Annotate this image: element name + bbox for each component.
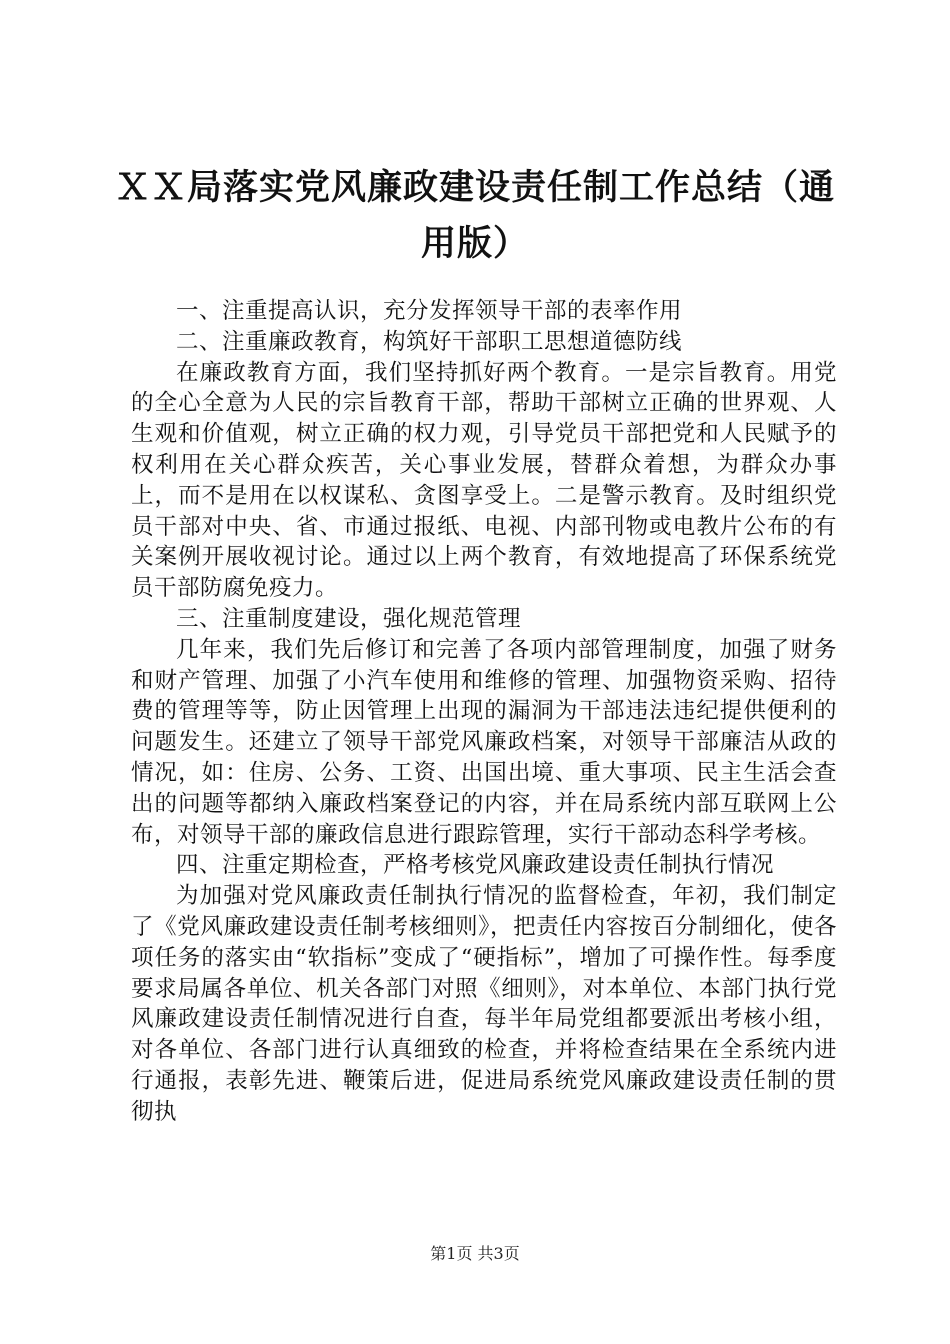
body-paragraph: 几年来，我们先后修订和完善了各项内部管理制度，加强了财务和财产管理、加强了小汽车使用和维修的管理、加强物资采购、招待费的管理等等，防止因管理上出现的漏洞为干部违法违纪提供便利的问题发生。还建立了领导干部党风廉政档案，对领导干部廉洁从政的情况，如：住房、公务、工资、出国出境、重大事项、民主生活会查出的问题等都纳入廉政档案登记的内容，并在局系统内部互联网上公布，对领导干部的廉政信息进行跟踪管理，实行干部动态科学考核。 bbox=[131, 636, 837, 848]
body-paragraph: 为加强对党风廉政责任制执行情况的监督检查，年初，我们制定了《党风廉政建设责任制考核细则》，把责任内容按百分制细化，使各项任务的落实由“软指标”变成了“硬指标”，增加了可操作性。每季度要求局属各单位、机关各部门对照《细则》，对本单位、本部门执行党风廉政建设责任制情况进行自查，每半年局党组都要派出考核小组，对各单位、各部门进行认真细致的检查，并将检查结果在全系统内进行通报，表彰先进、鞭策后进，促进局系统党风廉政建设责任制的贯彻执 bbox=[131, 883, 837, 1125]
section-heading-1: 一、注重提高认识，充分发挥领导干部的表率作用 bbox=[176, 298, 683, 324]
section-heading-3: 三、注重制度建设，强化规范管理 bbox=[176, 605, 522, 632]
section-heading-4: 四、注重定期检查，严格考核党风廉政建设责任制执行情况 bbox=[176, 852, 775, 879]
document-title: ＸＸ局落实党风廉政建设责任制工作总结（通用版） bbox=[114, 167, 835, 264]
page-number: 第1页 共3页 bbox=[430, 1244, 520, 1263]
section-heading-2: 二、注重廉政教育，构筑好干部职工思想道德防线 bbox=[176, 328, 683, 355]
body-paragraph: 在廉政教育方面，我们坚持抓好两个教育。一是宗旨教育。用党的全心全意为人民的宗旨教育干部，帮助干部树立正确的世界观、人生观和价值观，树立正确的权力观，引导党员干部把党和人民赋予的权利用在关心群众疾苦，关心事业发展，替群众着想，为群众办事上，而不是用在以权谋私、贪图享受上。二是警示教育。及时组织党员干部对中央、省、市通过报纸、电视、内部刊物或电教片公布的有关案例开展收视讨论。通过以上两个教育，有效地提高了环保系统党员干部防腐免疫力。 bbox=[131, 359, 837, 602]
document-body bbox=[131, 296, 837, 1128]
